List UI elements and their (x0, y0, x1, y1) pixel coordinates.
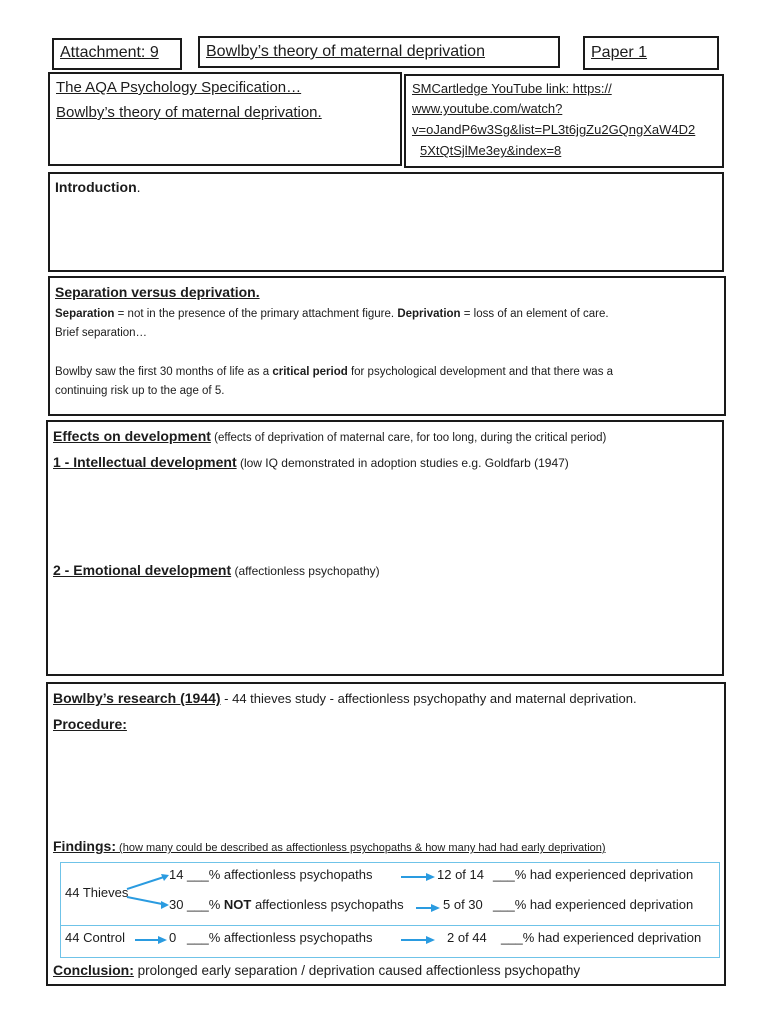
critical-period-line-2: continuing risk up to the age of 5. (55, 385, 225, 397)
conclusion-line: Conclusion: prolonged early separation / deprivation caused affectionless psychopathy (53, 962, 581, 978)
thieves-label: 44 Thieves (65, 885, 129, 900)
research-heading: Bowlby’s research (1944) - 44 thieves study - affectionless psychopathy and maternal deprivation. (53, 690, 637, 706)
effects-heading: Effects on development (effects of deprivation of maternal care, for too long, during the critical period) (53, 428, 607, 444)
introduction-heading: Introduction. (55, 179, 141, 195)
row2-num: 30 (169, 897, 184, 912)
row2-arrow-icon (416, 903, 440, 913)
effects-box (46, 420, 724, 676)
youtube-line-4[interactable]: 5XtQtSjlMe3ey&index=8 (420, 143, 562, 158)
findings-table (60, 862, 720, 958)
spec-box (48, 72, 402, 166)
control-arrow-icon (135, 935, 167, 945)
page-title: Bowlby’s theory of maternal deprivation (206, 43, 485, 60)
paper-box (583, 36, 719, 70)
intellectual-development: 1 - Intellectual development (low IQ demonstrated in adoption studies e.g. Goldfarb (1947) (53, 454, 569, 470)
youtube-line-1[interactable]: SMCartledge YouTube link: https:// (412, 81, 612, 96)
row3-text: ___% affectionless psychopaths (187, 930, 373, 945)
row2-ratio: 5 of 30 (443, 897, 483, 912)
row1-end: ___% had experienced deprivation (493, 867, 694, 882)
spec-line-2: Bowlby’s theory of maternal deprivation. (56, 104, 322, 121)
critical-period-line: Bowlby saw the first 30 months of life as a critical period for psychological development and that there was a (55, 366, 614, 378)
youtube-line-3[interactable]: v=oJandP6w3Sg&list=PL3t6jgZu2GQngXaW4D2 (412, 122, 696, 137)
spec-line-1: The AQA Psychology Specification… (56, 79, 302, 96)
research-box (46, 682, 726, 986)
youtube-box (404, 74, 724, 168)
row1-text: ___% affectionless psychopaths (187, 867, 373, 882)
row3-ratio: 2 of 44 (447, 930, 487, 945)
row1-num: 14 (169, 867, 184, 882)
title-box (198, 36, 560, 68)
brief-separation: Brief separation… (55, 327, 148, 339)
separation-definitions: Separation = not in the presence of the primary attachment figure. Deprivation = loss of an element of care. (55, 308, 609, 320)
row3-end: ___% had experienced deprivation (501, 930, 702, 945)
separation-heading: Separation versus deprivation. (55, 284, 260, 300)
emotional-development: 2 - Emotional development (affectionless psychopathy) (53, 562, 380, 578)
procedure-heading: Procedure: (53, 716, 127, 732)
findings-heading: Findings: (how many could be described as affectionless psychopaths & how many had had early deprivation) (53, 838, 606, 854)
introduction-box (48, 172, 724, 272)
row3-num: 0 (169, 930, 177, 945)
row1-arrow-icon (401, 872, 435, 882)
row3-arrow-icon (401, 935, 435, 945)
row2-end: ___% had experienced deprivation (493, 897, 694, 912)
control-label: 44 Control (65, 930, 125, 945)
row2-text: ___% NOT affectionless psychopaths (187, 897, 404, 912)
attachment-box (52, 38, 182, 70)
table-divider (61, 925, 719, 926)
youtube-line-2[interactable]: www.youtube.com/watch? (412, 101, 563, 116)
row1-ratio: 12 of 14 (437, 867, 484, 882)
attachment-label: Attachment: 9 (60, 44, 159, 61)
separation-box (48, 276, 726, 416)
paper-label: Paper 1 (591, 44, 648, 61)
